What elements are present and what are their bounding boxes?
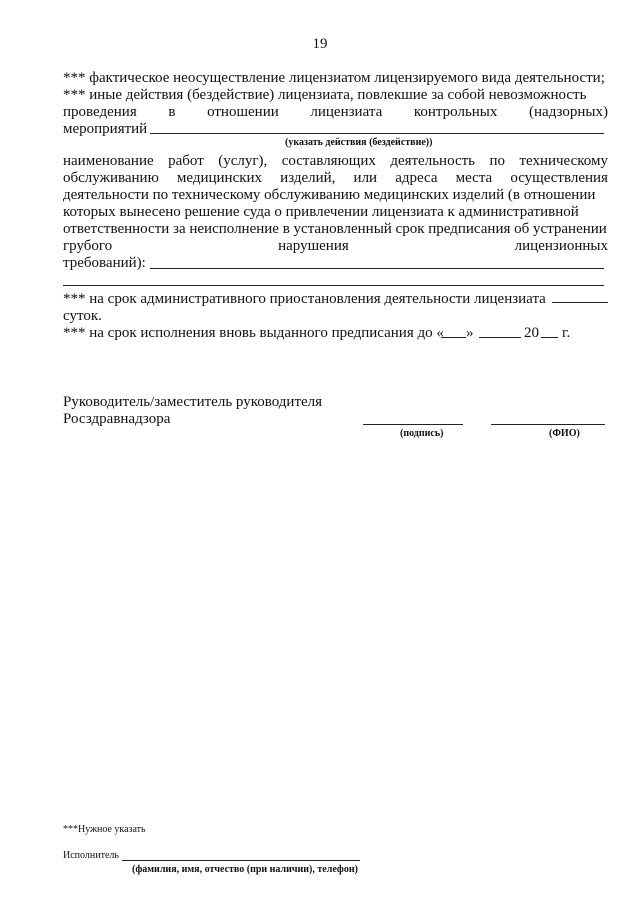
signer-position-line2: Росздравнадзора bbox=[63, 411, 171, 427]
actions-blank-line bbox=[150, 133, 604, 134]
works-line6: грубого нарушения лицензионных bbox=[63, 238, 608, 254]
item-other-actions-line1: *** иные действия (бездействие) лицензиата, повлекшие за собой невозможность bbox=[63, 87, 587, 103]
fio-line bbox=[491, 424, 605, 425]
executor-label: Исполнитель bbox=[63, 850, 119, 861]
actions-caption: (указать действия (бездействие)) bbox=[285, 137, 433, 148]
item-other-actions-line2: проведения в отношении лицензиата контрольных (надзорных) bbox=[63, 104, 608, 120]
suspension-term-line1: *** на срок административного приостановления деятельности лицензиата bbox=[63, 291, 546, 307]
works-line7: требований): bbox=[63, 255, 146, 271]
works-line1: наименование работ (услуг), составляющих деятельность по техническому bbox=[63, 153, 608, 169]
signer-position-line1: Руководитель/заместитель руководителя bbox=[63, 394, 323, 410]
suspension-term-line2: суток. bbox=[63, 308, 102, 324]
order-deadline-prefix: *** на срок исполнения вновь выданного предписания до « bbox=[63, 325, 444, 341]
requirements-blank-line bbox=[150, 268, 604, 269]
executor-caption: (фамилия, имя, отчество (при наличии), телефон) bbox=[132, 864, 358, 875]
works-line5: ответственности за неисполнение в установленный срок предписания об устранении bbox=[63, 221, 607, 237]
signature-line bbox=[363, 424, 463, 425]
works-line4: которых вынесено решение суда о привлечении лицензиата к административной bbox=[63, 204, 579, 220]
requirements-blank-line-2 bbox=[63, 285, 604, 286]
works-line2: обслуживанию медицинских изделий, или адреса места осуществления bbox=[63, 170, 608, 186]
deadline-month-blank bbox=[479, 337, 521, 338]
item-other-actions-line3: мероприятий bbox=[63, 121, 148, 137]
footnote: ***Нужное указать bbox=[63, 824, 146, 835]
deadline-quote-close: » bbox=[466, 325, 474, 341]
deadline-day-blank bbox=[441, 337, 466, 338]
suspension-days-blank bbox=[552, 302, 608, 303]
deadline-year-blank bbox=[541, 337, 558, 338]
signature-caption: (подпись) bbox=[400, 428, 444, 439]
fio-caption: (ФИО) bbox=[549, 428, 580, 439]
works-line3: деятельности по техническому обслуживанию медицинских изделий (в отношении bbox=[63, 187, 596, 203]
deadline-year-suffix: г. bbox=[562, 325, 571, 341]
executor-line bbox=[122, 860, 360, 861]
item-actual-non-performance: *** фактическое неосуществление лицензиатом лицензируемого вида деятельности; bbox=[63, 70, 605, 86]
deadline-year-prefix: 20 bbox=[524, 325, 539, 341]
page-number: 19 bbox=[312, 36, 328, 52]
